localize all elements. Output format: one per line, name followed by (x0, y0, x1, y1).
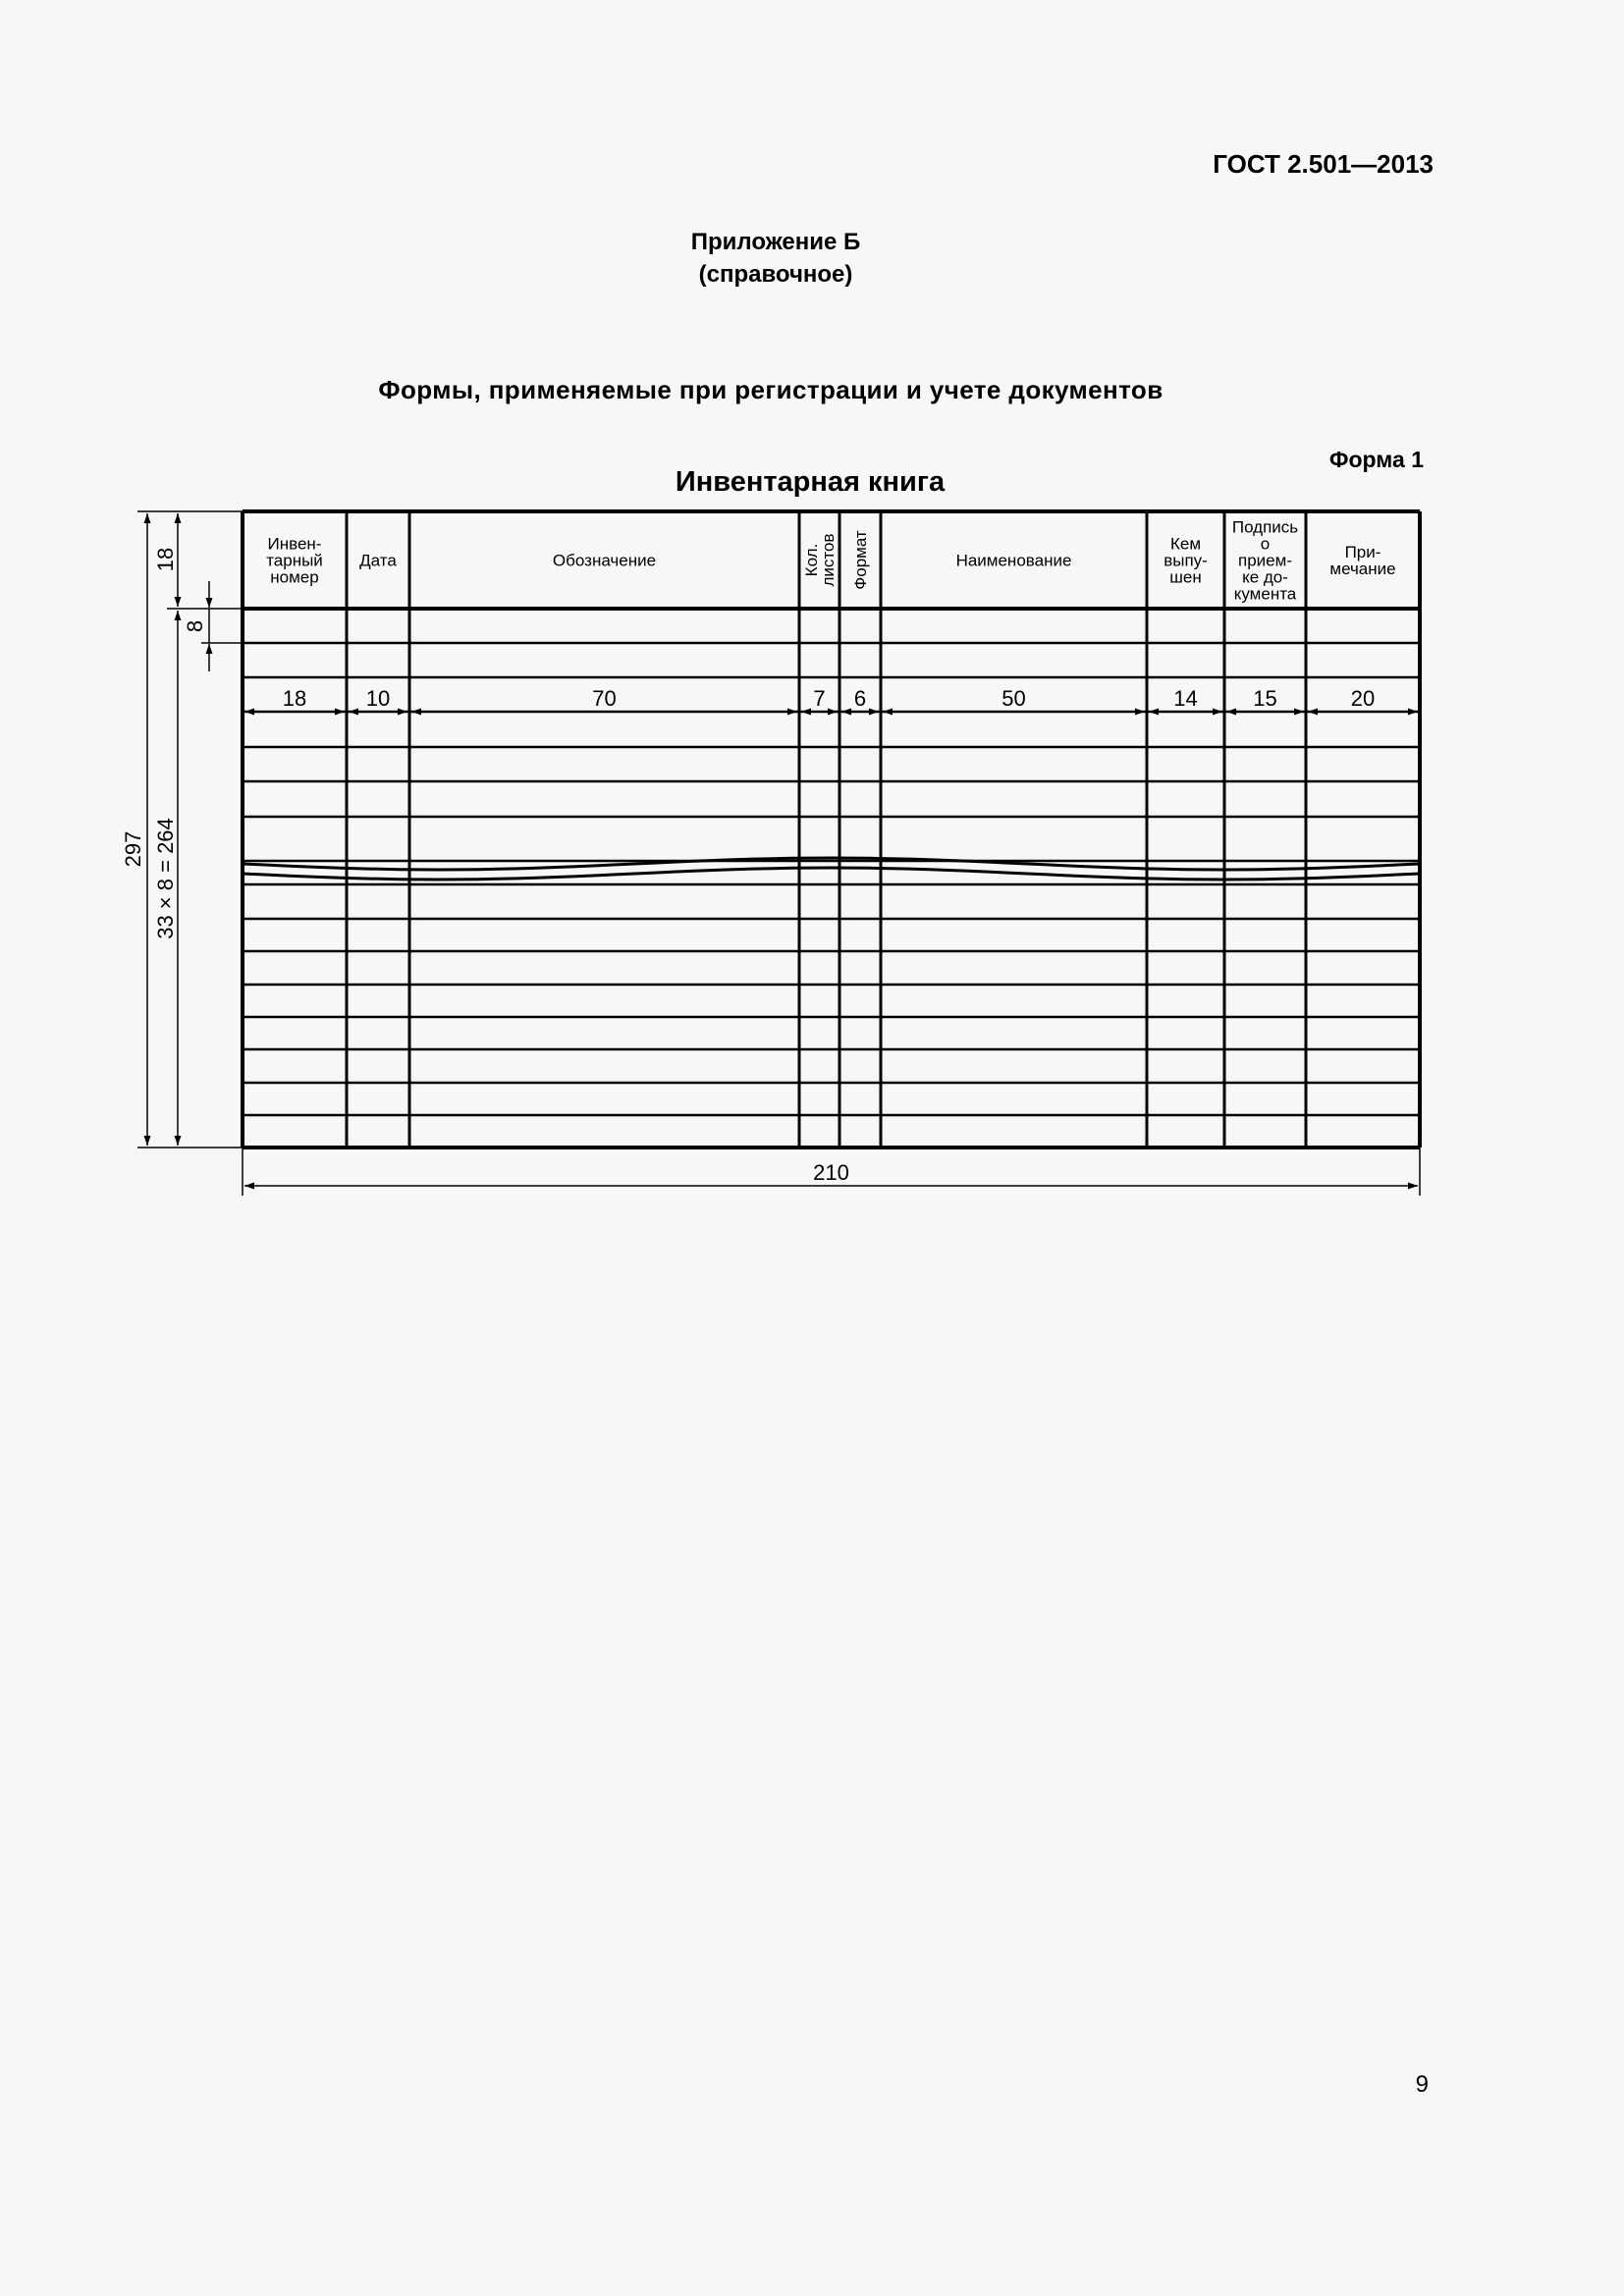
column-width-label: 6 (853, 686, 867, 711)
column-header-text: Наименование (955, 551, 1072, 570)
column-width-label: 18 (282, 686, 307, 711)
column-width-label: 50 (1001, 686, 1026, 711)
column-header-text: о (1260, 534, 1271, 554)
header-height-label: 18 (153, 547, 178, 572)
column-width-label: 20 (1350, 686, 1376, 711)
column-header-text: мечание (1329, 560, 1396, 578)
column-header-text: Формат (851, 530, 870, 590)
column-header-text: Обозначение (552, 551, 657, 570)
column-header-text: номер (270, 567, 319, 587)
column-width-label: 15 (1253, 686, 1277, 711)
column-width-label: 70 (592, 686, 617, 711)
row-height-label: 8 (183, 619, 207, 633)
column-header-text: кумента (1233, 584, 1297, 604)
column-width-label: 10 (365, 686, 391, 711)
appendix-note: (справочное) (698, 261, 853, 288)
page-number: 9 (1415, 2071, 1429, 2098)
total-height-label: 297 (121, 830, 145, 868)
column-width-label: 7 (813, 686, 826, 711)
form-title: Инвентарная книга (675, 466, 946, 498)
column-header-text: ке до- (1242, 567, 1288, 587)
column-header-text: Подпись (1231, 517, 1299, 537)
column-header-text: При- (1344, 543, 1381, 561)
section-title: Формы, применяемые при регистрации и учете документов (378, 375, 1164, 404)
column-header-text: Кол. (802, 543, 821, 577)
column-header-text: Дата (359, 551, 397, 570)
form-label: Форма 1 (1328, 447, 1424, 472)
column-header-3 (802, 534, 838, 587)
column-header-4 (851, 530, 870, 590)
column-width-label: 14 (1173, 686, 1198, 711)
column-header-text: Кем (1169, 534, 1202, 554)
document-code: ГОСТ 2.501—2013 (1213, 149, 1434, 179)
column-header-text: шен (1169, 567, 1202, 587)
column-header-text: прием- (1238, 551, 1292, 570)
column-header-text: Инвен- (267, 534, 322, 554)
column-header-text: листов (819, 533, 838, 587)
total-width-label: 210 (813, 1160, 849, 1185)
rows-height-label: 33 × 8 = 264 (153, 818, 178, 939)
column-header-text: тарный (266, 551, 323, 570)
column-header-text: выпу- (1164, 551, 1208, 570)
appendix-title: Приложение Б (690, 229, 861, 255)
